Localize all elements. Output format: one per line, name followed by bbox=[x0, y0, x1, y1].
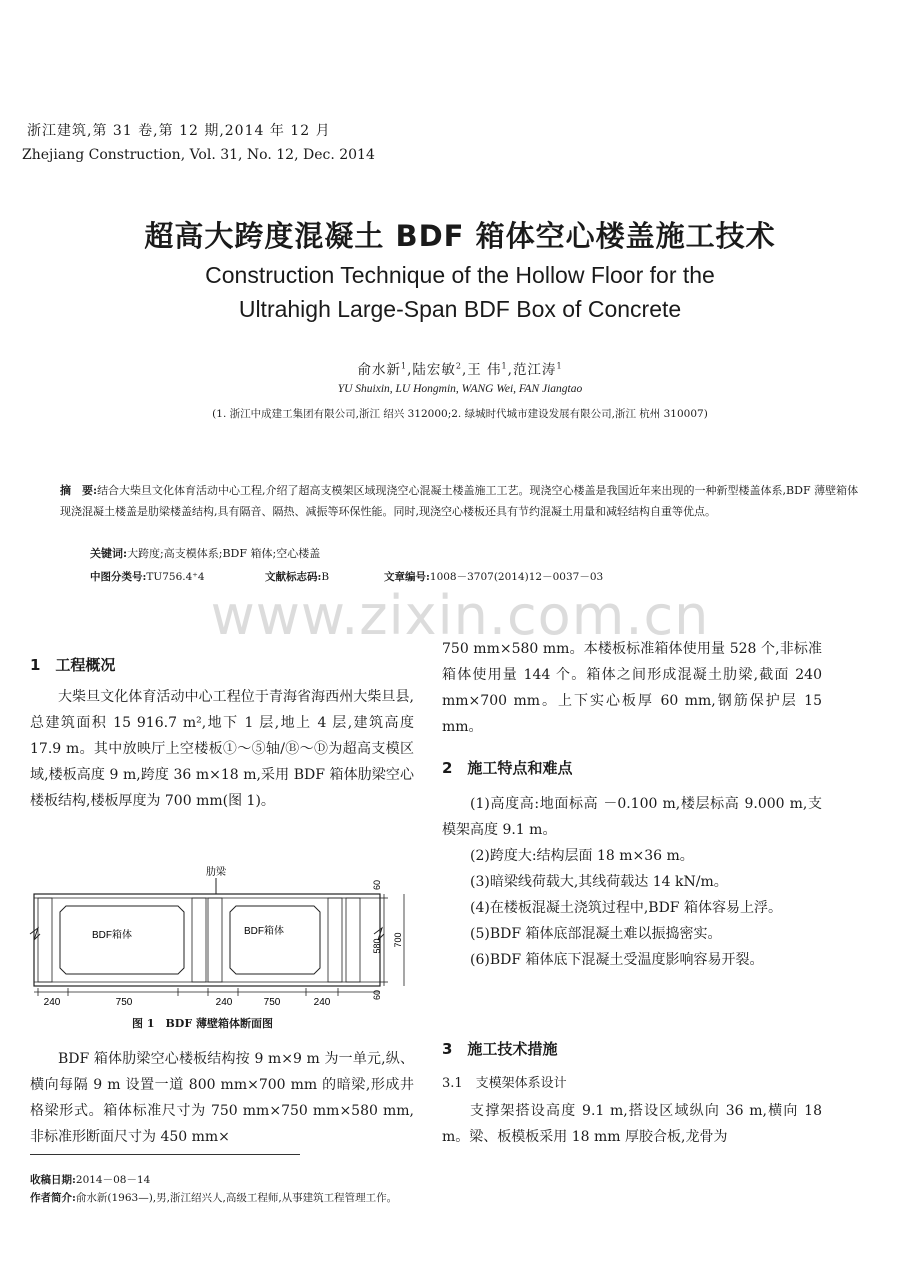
dim-rib-width: 240 bbox=[43, 997, 61, 1008]
list-item: (6)BDF 箱体底下混凝土受温度影响容易开裂。 bbox=[470, 952, 764, 968]
author-sup: 1 bbox=[556, 361, 563, 371]
left-break-mark bbox=[30, 928, 40, 940]
abstract-label: 摘 要: bbox=[60, 484, 98, 497]
journal-header-cn: 浙江建筑,第 31 卷,第 12 期,2014 年 12 月 bbox=[27, 123, 331, 139]
dim-box-width: 750 bbox=[263, 997, 281, 1008]
article-no-value: 1008－3707(2014)12－0037－03 bbox=[429, 571, 604, 583]
doc-code-label: 文献标志码: bbox=[265, 571, 322, 583]
authors-cn: 俞水新$^1$,陆宏敏$^2$,王 伟$^1$,范江涛$^1$ bbox=[357, 361, 563, 378]
received-value: 2014－08－14 bbox=[75, 1174, 151, 1186]
right-break-mark bbox=[374, 928, 384, 940]
abstract-text: 结合大柴旦文化体育活动中心工程,介绍了超高支模架区域现浇空心混凝土楼盖施工工艺。现浇空心楼盖是我国近年来出现的一种新型楼盖体系,BDF 薄壁箱体现浇混凝土楼盖是肋梁楼盖结构,具有隔音、隔热、减振等环保性能。同时,现浇空心楼板还具有节约混凝土用量和减轻结构自重等优点。 bbox=[60, 484, 859, 518]
footnote-divider bbox=[30, 1154, 300, 1155]
abstract bbox=[60, 480, 860, 522]
received-label: 收稿日期: bbox=[30, 1174, 76, 1186]
author-sup: 1 bbox=[501, 361, 508, 371]
paragraph: 大柴旦文化体育活动中心工程位于青海省海西州大柴旦县,总建筑面积 15 916.7 m²,地下 1 层,地上 4 层,建筑高度 17.9 m。其中放映厅上空楼板①～⑤轴/Ⓑ～Ⓓ为超高支模区域,楼板高度 9 m,跨度 36 m×18 m,采用 BDF 箱体肋梁空心楼板结构,楼板厚度为 700 mm(图 1)。 bbox=[30, 689, 414, 809]
author-sup: 1 bbox=[400, 361, 408, 371]
title-en-line2: Ultrahigh Large-Span BDF Box of Concrete bbox=[238, 296, 682, 322]
dim-bottom-slab: 60 bbox=[372, 989, 382, 1000]
dim-rib-width: 240 bbox=[313, 997, 331, 1008]
list-item: (2)跨度大:结构层面 18 m×36 m。 bbox=[470, 848, 694, 864]
section2-heading: 2 施工特点和难点 bbox=[442, 759, 573, 777]
section3-sub1: 3.1 支模架体系设计 bbox=[442, 1076, 567, 1091]
title-cn: 超高大跨度混凝土 BDF 箱体空心楼盖施工技术 bbox=[144, 219, 776, 253]
dim-rib-width: 240 bbox=[215, 997, 233, 1008]
paragraph: 支撑架搭设高度 9.1 m,搭设区域纵向 36 m,横向 18 m。梁、板模板采用 18 mm 厚胶合板,龙骨为 bbox=[442, 1103, 822, 1145]
received-date bbox=[30, 1172, 150, 1187]
author-name: 王 伟 bbox=[467, 362, 502, 378]
bdf-box-2 bbox=[230, 906, 320, 974]
clc-label: 中图分类号: bbox=[90, 571, 147, 583]
document-code bbox=[265, 569, 329, 584]
clc-value: TU756.4⁺4 bbox=[146, 571, 205, 583]
section1-para1 bbox=[30, 684, 414, 814]
journal-header-en: Zhejiang Construction, Vol. 31, No. 12, Dec. 2014 bbox=[22, 147, 375, 163]
paragraph: 750 mm×580 mm。本楼板标准箱体使用量 528 个,非标准箱体使用量 144 个。箱体之间形成混凝土肋梁,截面 240 mm×700 mm。上下实心板厚 60 mm,钢筋保护层 15 mm。 bbox=[442, 641, 822, 735]
title-en-line1: Construction Technique of the Hollow Floor for the bbox=[205, 262, 715, 288]
dim-total-height: 700 bbox=[393, 932, 403, 948]
dim-top-slab: 60 bbox=[372, 879, 382, 890]
rib-beam-4 bbox=[328, 898, 342, 982]
clc-number bbox=[90, 569, 205, 584]
rib-beam-3 bbox=[208, 898, 222, 982]
bdf-box-label: BDF箱体 bbox=[244, 926, 284, 937]
author-bio bbox=[30, 1190, 397, 1205]
author-name: 俞水新 bbox=[357, 362, 401, 378]
dim-box-width: 750 bbox=[115, 997, 133, 1008]
section1-para2-continued bbox=[442, 636, 822, 740]
section1-heading: 1 工程概况 bbox=[30, 656, 116, 674]
author-sup: 2 bbox=[455, 361, 462, 371]
list-item: (5)BDF 箱体底部混凝土难以振捣密实。 bbox=[470, 926, 722, 942]
article-number bbox=[384, 569, 603, 584]
paragraph: BDF 箱体肋梁空心楼板结构按 9 m×9 m 为一单元,纵、横向每隔 9 m 设置一道 800 mm×700 mm 的暗梁,形成井格梁形式。箱体标准尺寸为 750 mm×750 mm×580 mm,非标准形断面尺寸为 450 mm× bbox=[30, 1051, 414, 1145]
beam-label: 肋梁 bbox=[206, 867, 226, 878]
rib-beam-5 bbox=[346, 898, 360, 982]
bio-label: 作者简介: bbox=[30, 1192, 76, 1204]
author-name: 范江涛 bbox=[512, 362, 557, 378]
rib-beam-1 bbox=[38, 898, 52, 982]
section3-heading: 3 施工技术措施 bbox=[442, 1040, 558, 1058]
section2-list bbox=[442, 791, 822, 973]
affiliation: (1. 浙江中成建工集团有限公司,浙江 绍兴 312000;2. 绿城时代城市建设发展有限公司,浙江 杭州 310007) bbox=[212, 408, 708, 420]
keywords-label: 关键词: bbox=[90, 547, 128, 560]
rib-beam-2 bbox=[192, 898, 206, 982]
doc-code-value: B bbox=[321, 571, 330, 583]
section1-para2 bbox=[30, 1046, 414, 1150]
article-no-label: 文章编号: bbox=[384, 571, 430, 583]
keywords bbox=[90, 545, 320, 561]
dim-box-height: 580 bbox=[372, 938, 382, 954]
figure1-diagram bbox=[28, 862, 423, 1010]
section3-para1 bbox=[442, 1098, 822, 1150]
author-name: 陆宏敏 bbox=[412, 362, 456, 378]
figure1-caption: 图 1 BDF 薄壁箱体断面图 bbox=[132, 1017, 273, 1030]
list-item: (3)暗梁线荷载大,其线荷载达 14 kN/m。 bbox=[470, 874, 728, 890]
bdf-box-label: BDF箱体 bbox=[92, 930, 132, 941]
list-item: (4)在楼板混凝土浇筑过程中,BDF 箱体容易上浮。 bbox=[470, 900, 782, 916]
watermark: www.zixin.com.cn bbox=[210, 584, 710, 647]
keywords-text: 大跨度;高支模体系;BDF 箱体;空心楼盖 bbox=[127, 547, 321, 560]
bio-value: 俞水新(1963—),男,浙江绍兴人,高级工程师,从事建筑工程管理工作。 bbox=[75, 1192, 398, 1204]
authors-en: YU Shuixin, LU Hongmin, WANG Wei, FAN Jiangtao bbox=[337, 383, 583, 395]
list-item: (1)高度高:地面标高 －0.100 m,楼层标高 9.000 m,支模架高度 9.1 m。 bbox=[442, 796, 822, 838]
